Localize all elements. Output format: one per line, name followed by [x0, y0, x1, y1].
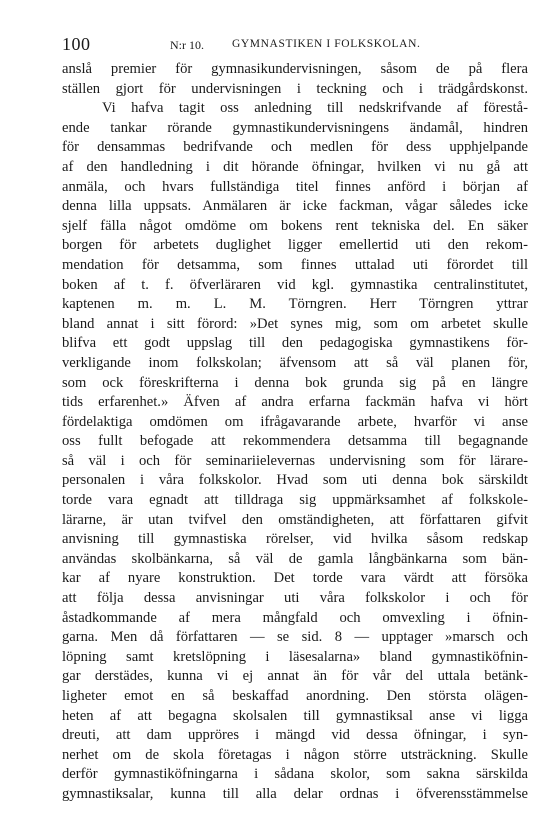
text-line: borgen för arbetets duglighet ligger emellertid uti den rekom- [62, 237, 528, 254]
text-line: kaptenen m. m. L. M. Törngren. Herr Törngren yttrar [62, 296, 528, 313]
text-line: blifva ett godt uppslag till den pedagogiska gymnastikens för- [62, 335, 528, 352]
text-line: af den handledning i dit hörande öfningar, hvilken vi nu gå att [62, 158, 528, 175]
text-line: gymnastiksalar, kunna till alla delar ordnas i öfverensstämmelse [62, 785, 528, 802]
body-text [62, 60, 528, 805]
text-line: för densammas bedrifvande och medlen för dess upphjelpande [62, 139, 528, 156]
text-line: anvisning till gymnastiska rörelser, vid hvilka såsom redskap [62, 531, 528, 548]
text-line: gar derstädes, kunna vi ej annat än för vår del uttala betänk- [62, 668, 528, 685]
text-line: denna lilla uppsats. Anmälaren är icke fackman, vågar således icke [62, 198, 528, 215]
text-line: garna. Men då författaren — se sid. 8 — upptager »marsch och [62, 629, 528, 646]
running-title: GYMNASTIKEN I FOLKSKOLAN. [232, 38, 421, 50]
text-line: ställen gjort för undervisningen i teckning och i trädgårdskonst. [62, 80, 528, 97]
text-line: kar af nyare konstruktion. Det torde vara värdt att försöka [62, 570, 528, 587]
text-line: nerhet om de skola företagas i någon större utsträckning. Skulle [62, 746, 528, 763]
text-line: bland annat i sitt förord: »Det synes mig, som om arbetet skulle [62, 315, 528, 332]
text-line: derför gymnastiköfningarna i sådana skolor, som sakna särskilda [62, 766, 528, 783]
text-line: dreuti, att dam uppröres i mängd vid dessa öfningar, i syn- [62, 727, 528, 744]
text-line: lärarne, är utan tvifvel den omständigheten, att författaren gifvit [62, 511, 528, 528]
text-line: ende tankar rörande gymnastikundervisningens ändamål, hindren [62, 119, 528, 136]
text-line: anslå premier för gymnasikundervisningen, såsom de på flera [62, 61, 528, 77]
text-line: ligheter emot en så beskaffad anordning. Den största olägen- [62, 688, 528, 704]
text-line: åstadkommande af mera mångfald och omvexling i öfnin- [62, 609, 528, 626]
text-line: användas skolbänkarna, så väl de gamla långbänkarna som bän- [62, 550, 528, 567]
text-line: heten af att begagna skolsalen till gymnastiksal anse vi ligga [62, 707, 528, 724]
text-line: personalen i våra folkskolor. Hvad som uti denna bok särskildt [62, 472, 528, 489]
text-line: så väl i och för seminariielevernas undervisning som för lärare- [62, 452, 528, 469]
text-line: sjelf fälla något omdöme om bokens rent tekniska del. En säker [62, 217, 528, 234]
text-line: löpning samt kretslöpning i läsesalarna» bland gymnastiköfnin- [62, 648, 528, 665]
text-line: mendation för detsamma, som finnes uttalad uti förordet till [62, 256, 528, 273]
text-line: verkligande inom folkskolan; äfvensom att så väl planen för, [62, 354, 528, 371]
text-line: som ock föreskrifterna i denna bok grunda sig på en längre [62, 374, 528, 391]
text-line: tids erfarenhet.» Äfven af andra erfarna fackmän hafva vi hört [62, 394, 528, 411]
text-line: fördelaktiga omdömen om ifrågavarande arbete, hvarför vi anse [62, 413, 528, 430]
issue-number: N:r 10. [170, 38, 204, 52]
page-number: 100 [62, 34, 91, 54]
text-line: att följa dessa anvisningar uti våra folkskolor i och för [62, 590, 528, 607]
text-line: anmäla, och hvars fullständiga titel finnes anförd i början af [62, 178, 528, 195]
page-header [62, 34, 502, 56]
text-line: Vi hafva tagit oss anledning till nedskrifvande af förestå- [102, 100, 528, 117]
text-line: torde vara egnadt att tilldraga sig uppmärksamhet af folkskole- [62, 492, 528, 509]
text-line: boken af t. f. öfverläraren vid kgl. gymnastika centralinstitutet, [62, 276, 528, 293]
text-line: oss fullt befogade att rekommendera detsamma till begagnande [62, 433, 528, 450]
